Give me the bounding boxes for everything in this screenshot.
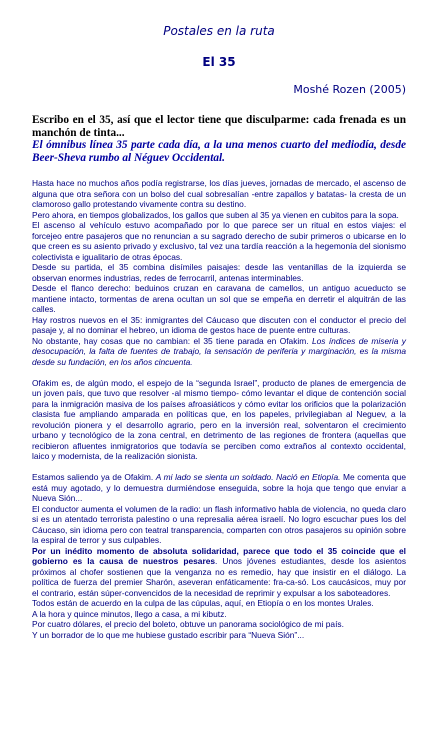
- paragraph-emphasis: Los índices de miseria y desocupación, la falta de fuentes de trabajo, la sensación de periferia y marginación, es la misma desde su fundación, en los años cincuenta.: [32, 335, 406, 367]
- intro-subtitle: El ómnibus línea 35 parte cada día, a la una menos cuarto del mediodía, desde Beer-Sheva rumbo al Néguev Occidental.: [32, 139, 406, 164]
- paragraph: Ofakim es, de algún modo, el espejo de la “segunda Israel”, producto de planes de emergencia de un joven país, que tuvo que resolver -al mismo tiempo- cómo levantar el dique de contención social para la inmigración masiva de los países afroasiáticos y cómo evitar los orificios que la polarización clasista fue ampliando amparada en políticas que, en los papeles, privilegiaban al Neguev, a la revolución pionera y el desarrollo agrario, pero en la inversión real, solventaron el crecimiento urbano y tecnológico de la zona central, en detrimento de las regiones de frontera (aquellas que recibieron afluentes inmigratorios que todavía se perciben como extraños al contexto occidental, laico y modernista, de la realización sionista.: [32, 377, 406, 461]
- paragraph-emphasis: A mi lado se sienta un soldado. Nació en Etiopía.: [155, 472, 341, 482]
- paragraph-text: No obstante, hay cosas que no cambian: el 35 tiene parada en Ofakim.: [32, 335, 312, 346]
- paragraph: A la hora y quince minutos, llego a casa, a mi kibutz.: [32, 608, 227, 619]
- paragraph: [32, 546, 406, 599]
- paragraph-text: . Unos jóvenes estudiantes, desde los asientos próximos al chofer sostienen que la venganza no es remedio, hay que insistir en el diálogo. La política de fuerza del premier Sharón, aseveran enfáticamente: fra-ca-só. Los caucásicos, muy por el contrario, están súper-convencidos de la necesidad de reprimir y expulsar a los saboteadores.: [32, 556, 407, 598]
- article-body: [32, 178, 406, 640]
- paragraph: Desde el flanco derecho: beduinos cruzan en caravana de camellos, un antiguo acueducto se mantiene intacto, tormentas de arena ocultan un sol que se empeña en derretir el alquitrán de las calles.: [32, 283, 406, 314]
- paragraph: Pero ahora, en tiempos globalizados, los gallos que suben al 35 ya vienen en cubitos para la sopa.: [32, 209, 399, 220]
- paragraph: Hasta hace no muchos años podía registrarse, los días jueves, jornadas de mercado, el ascenso de alguna que otra señora con un bolso del cual sobresalían -entre zapallos y batatas- la cresta de un clamoroso gallo protestando vivamente contra su destino.: [32, 178, 406, 209]
- paragraph: Y un borrador de lo que me hubiese gustado escribir para “Nueva Sión”...: [32, 629, 305, 640]
- paragraph: Por cuatro dólares, el precio del boleto, obtuve un panorama sociológico de mi país.: [32, 619, 344, 629]
- paragraph-text: Estamos saliendo ya de Ofakim.: [32, 472, 156, 482]
- intro-block: [32, 114, 406, 164]
- paragraph: El conductor aumenta el volumen de la radio: un flash informativo habla de violencia, no queda claro si es un atentado terrorista palestino o una represalia aérea israelí. No logro escuchar pues los del Cáucaso, sin idioma pero con teatral transparencia, comparten con otros pasajeros su opinión sobre la espiral de terror y sus culpables.: [32, 503, 406, 545]
- paragraph: [32, 472, 406, 504]
- paragraph: [32, 336, 406, 368]
- paragraph: Hay rostros nuevos en el 35: inmigrantes del Cáucaso que discuten con el conductor el precio del pasaje y, al no dominar el hebreo, un idioma de gestos hace de puente entre culturas.: [32, 314, 406, 335]
- paragraph-bold: Por un inédito momento de absoluta solidaridad, parece que todo el 35 coincide que el gobierno es la causa de nuestros pesares: [32, 545, 406, 566]
- author-line: Moshé Rozen (2005): [293, 83, 406, 96]
- paragraph: El ascenso al vehículo estuvo acompañado por lo que parece ser un ritual en estos viajes: el forcejeo entre pasajeros que no renuncian a su sagrado derecho de subir primeros o ubicarse en lo que creen es su asiento privado y exclusivo, tal vez una tardía reacción a la hegemonía del sionismo colectivista e igualitario de otras épocas.: [32, 220, 406, 262]
- paragraph-text: Me comenta que está muy agotado, y lo demuestra durmiéndose enseguida, sobre la hoja que tengo que enviar a Nueva Sión...: [32, 472, 406, 503]
- paragraph: Desde su partida, el 35 combina disímiles paisajes: desde las ventanillas de la izquierda se observan enormes industrias, redes de ferrocarril, antenas interminables.: [32, 262, 406, 283]
- intro-lead: Escribo en el 35, así que el lector tiene que disculparme: cada frenada es un manchón de tinta...: [32, 114, 406, 139]
- article-title: El 35: [202, 55, 236, 69]
- series-title: Postales en la ruta: [163, 24, 275, 38]
- paragraph: Todos están de acuerdo en la culpa de las cúpulas, aquí, en Etiopía o en los montes Urales.: [32, 598, 374, 608]
